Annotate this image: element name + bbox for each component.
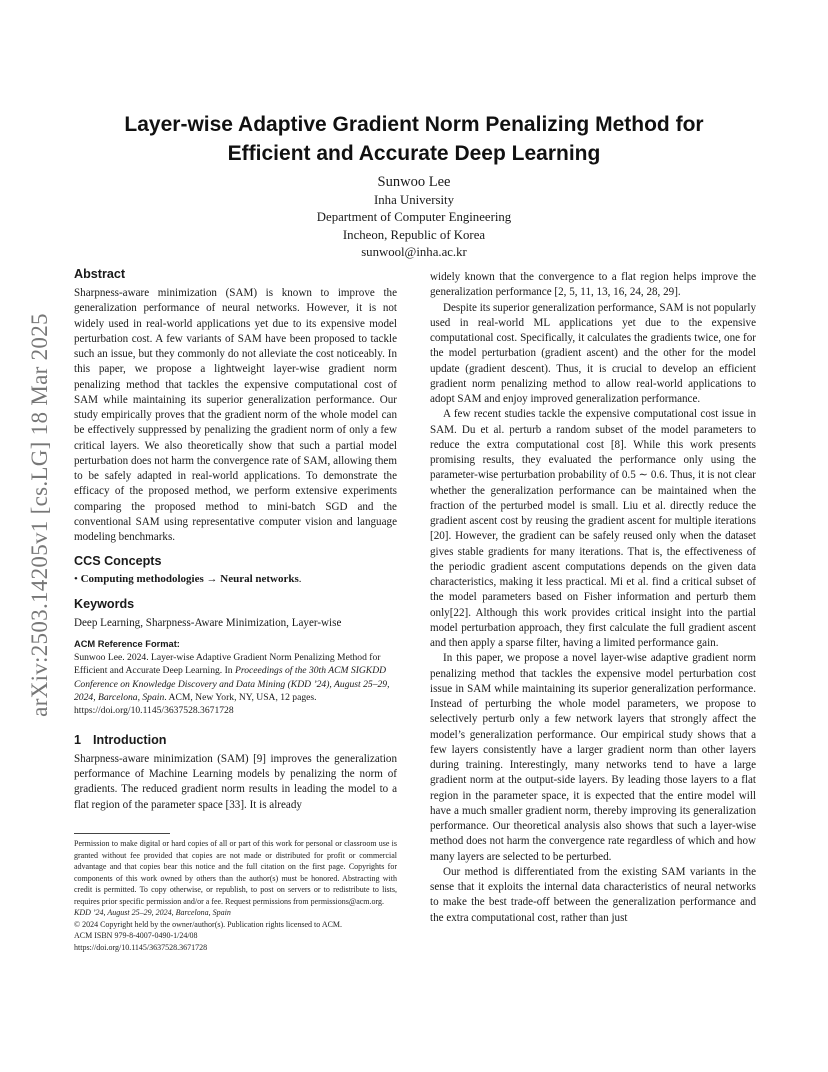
permission-notice: Permission to make digital or hard copies of all or part of this work for personal or classroom use is granted without fee provided that copies are not made or distributed for profit or commercial advantage and that copies bear this notice and the full citation on the first page. Copyrights for components of this work owned by others than the author(s) must be honored. Abstracting with credit is permitted. To copy otherwise, or republish, to post on servers or to redistribute to lists, requires prior specific permission and/or a fee. Request permissions from permissions@acm.org.	[74, 839, 397, 906]
author-name: Sunwoo Lee	[377, 174, 451, 190]
section-number: 1	[74, 732, 82, 747]
acm-reference-heading: ACM Reference Format:	[74, 638, 180, 649]
acm-reference-suffix: . ACM, New York, NY, USA, 12 pages. https://doi.org/10.1145/3637528.3671728	[74, 691, 317, 717]
keywords-text: Deep Learning, Sharpness-Aware Minimization, Layer-wise	[74, 616, 342, 629]
isbn-line: ACM ISBN 979-8-4007-0490-1/24/08	[74, 931, 198, 940]
author-email: sunwool@inha.ac.kr	[361, 244, 467, 259]
author-affiliation: Inha University	[374, 193, 454, 207]
copyright-footnote	[74, 838, 397, 953]
intro-paragraph-2: Despite its superior generalization performance, SAM is not popularly used in real-world ML applications yet due to the expensive computational cost. Specifically, it calculates the gradients twice, one for the model perturbation (gradient ascent) and the other for the model update (gradient descent). Thus, it is crucial to develop an efficient gradient norm penalizing method to allow real-world applications to adopt SAM and enjoy improved generalization performance.	[430, 301, 756, 405]
intro-paragraph-3: A few recent studies tackle the expensive computational cost issue in SAM. Du et al. perturb a random subset of the model parameters to reduce the extra computational cost [8]. While this work presents promising results, they evaluated the performance only using the parameter-wise perturbation probability of 0.5 ∼ 0.6. Thus, it is not clear whether the generalization performance can be maintained when the fraction of the perturbed model is small. Liu et al. directly reduce the gradient ascent cost by reusing the gradient ascent for multiple iterations [20]. However, the gradient can be safely reused only when the dataset gives stable gradients for many iterations. That is, the effectiveness of the periodic gradient ascent computations depends on the given data characteristics, making it less practical. Mi et al. find a critical subset of the model parameters based on Fisher information and perturb them only[22]. Although this work provides critical insight into the partial model perturbation approach, they first calculate the full gradient ascent and then apply a sparse filter, having a limited performance gain.	[430, 408, 756, 649]
doi-line: https://doi.org/10.1145/3637528.3671728	[74, 942, 208, 952]
acm-reference-proceedings: Proceedings of the 30th ACM SIGKDD Conference on Knowledge Discovery and Data Mining (KDD ’24), August 25–29, 2024, Barcelona, Spain	[74, 665, 390, 703]
right-column	[430, 270, 756, 926]
ccs-concept-line	[74, 572, 397, 587]
intro-paragraph-5: Our method is differentiated from the existing SAM variants in the sense that it exploits the internal data characteristics of neural networks to make the best trade-off between the generalization performance and the extra computational cost, rather than just	[430, 865, 756, 924]
intro-paragraph-4: In this paper, we propose a novel layer-wise adaptive gradient norm penalizing method that tackles the expensive model perturbation cost issue in SAM while maintaining its superior generalization performance. Instead of perturbing the whole model parameters, we propose to selectively perturb only a few network layers that strongly affect the model’s generalization performance. Our empirical study shows that a few layers consistently have a larger gradient norm than other layers during training. Interestingly, many networks tend to have a large gradient norm at the output-side layers. By leading those layers to a flat region in the parameter space, it is expected that the entire model will have a much smaller gradient norm, thereby improving its generalization performance. Our theoretical analysis also shows that such a layer-wise method does not harm the convergence rate regardless of which and how many layers are selected to be perturbed.	[430, 652, 756, 863]
footnote-divider	[74, 833, 170, 834]
acm-reference-prefix: Sunwoo Lee. 2024. Layer-wise Adaptive Gradient Norm Penalizing Method for Efficient and Accurate Deep Learning. In	[74, 651, 381, 677]
author-department: Department of Computer Engineering	[316, 210, 512, 225]
acm-reference-text	[74, 651, 397, 718]
intro-paragraph-1-continued: widely known that the convergence to a flat region helps improve the generalization performance [2, 5, 11, 13, 16, 24, 28, 29].	[430, 271, 756, 299]
ccs-bullet: •	[74, 573, 78, 586]
arxiv-identifier: arXiv:2503.14205v1 [cs.LG] 18 Mar 2025	[27, 313, 52, 717]
title-line-2: Efficient and Accurate Deep Learning	[227, 142, 601, 165]
title-line-1: Layer-wise Adaptive Gradient Norm Penalizing Method for	[124, 113, 704, 136]
author-location: Incheon, Republic of Korea	[342, 227, 486, 242]
section-title: Introduction	[93, 732, 167, 747]
author-block	[70, 173, 758, 261]
keywords-heading: Keywords	[74, 596, 135, 611]
paper-title	[70, 110, 758, 168]
ccs-arrow: →	[206, 573, 218, 586]
abstract-heading: Abstract	[74, 267, 126, 281]
ccs-subtopic: Neural networks	[220, 573, 299, 586]
introduction-heading	[74, 732, 397, 748]
ccs-heading: CCS Concepts	[74, 554, 162, 569]
abstract-text: Sharpness-aware minimization (SAM) is known to improve the generalization performance of neural networks. However, it is not widely used in real-world applications yet due to its expensive model perturbation cost. A few variants of SAM have been proposed to tackle such an issue, but they commonly do not alleviate the cost noticeably. In this paper, we propose a lightweight layer-wise gradient norm penalizing method that tackles the expensive computational cost of SAM while maintaining its superior generalization performance. Our study empirically proves that the gradient norm of the whole model can be effectively suppressed by penalizing the gradient norm of only a few critical layers. We also theoretically show that such a partial model perturbation does not harm the convergence rate of SAM, allowing them to be safely adapted in real-world applications. To demonstrate the efficacy of the proposed method, we perform extensive experiments comparing the proposed method to mini-batch SGD and the conventional SAM using representative computer vision and language modeling benchmarks.	[74, 287, 397, 543]
venue-line: KDD ’24, August 25–29, 2024, Barcelona, Spain	[74, 908, 231, 917]
ccs-period: .	[298, 573, 302, 586]
ccs-topic: Computing methodologies	[80, 573, 204, 586]
arxiv-sidebar-stamp	[16, 280, 64, 750]
copyright-line: © 2024 Copyright held by the owner/author(s). Publication rights licensed to ACM.	[74, 919, 343, 929]
left-column	[74, 266, 397, 813]
intro-paragraph-1: Sharpness-aware minimization (SAM) [9] improves the generalization performance of Machine Learning models by penalizing the norm of gradients. The reduced gradient norm results in leading the model to a flat region of the parameter space [33]. It is already	[74, 752, 397, 811]
